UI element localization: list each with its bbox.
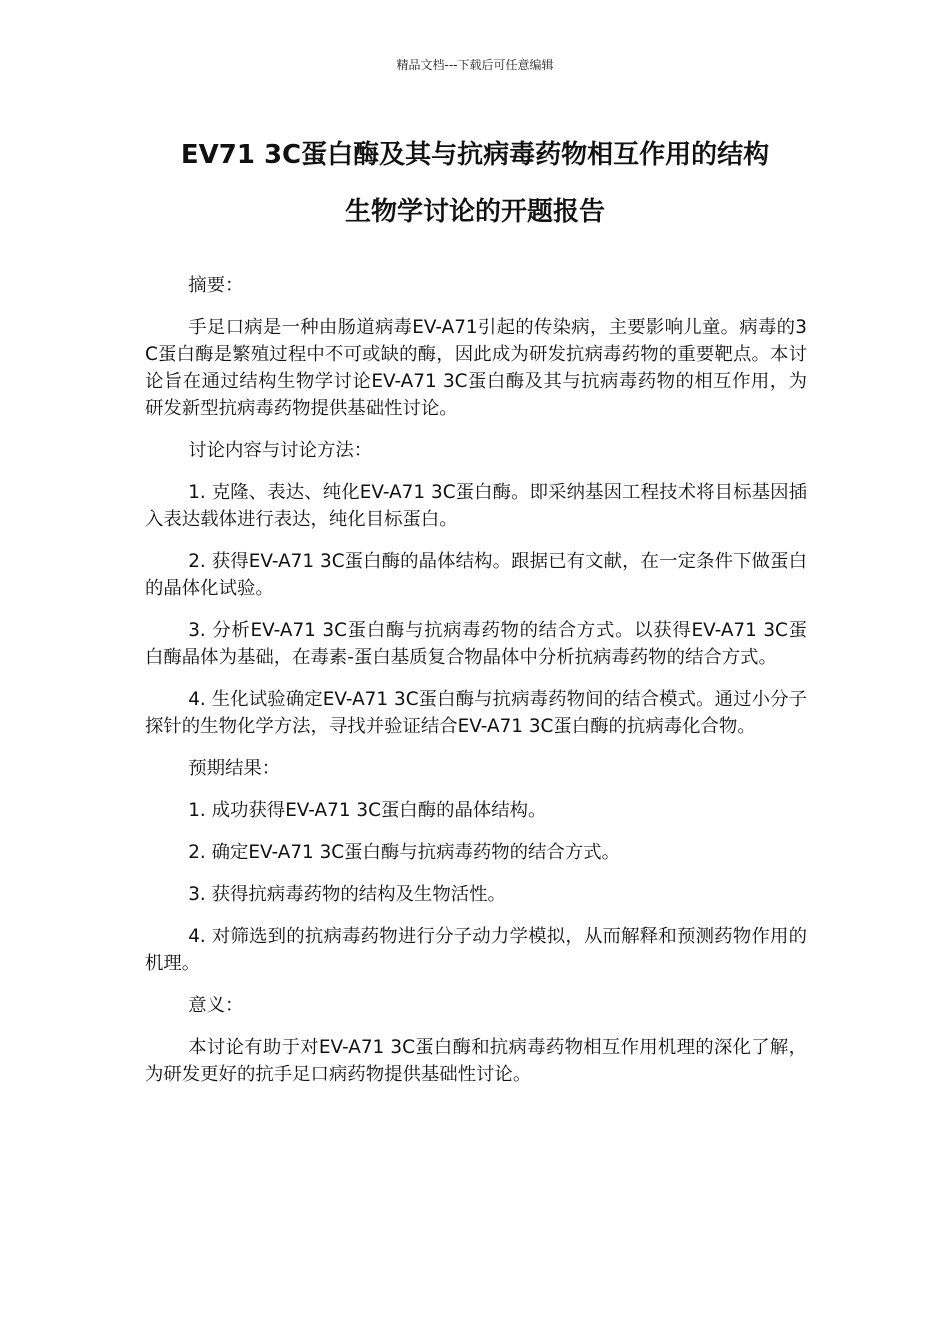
page-header-note: 精品文档---下载后可任意编辑 xyxy=(396,58,554,72)
document-title-line-2: 生物学讨论的开题报告 xyxy=(344,197,605,227)
document-body xyxy=(145,272,807,1103)
document-title-line-1: EV71 3C蛋白酶及其与抗病毒药物相互作用的结构 xyxy=(180,140,770,170)
result-item-3: 3. 获得抗病毒药物的结构及生物活性。 xyxy=(188,884,506,905)
section-heading-expected-results: 预期结果： xyxy=(188,758,281,779)
method-item-2: 2. 获得EV-A71 3C蛋白酶的晶体结构。跟据已有文献，在一定条件下做蛋白的晶体化试验。 xyxy=(145,551,807,599)
result-item-4: 4. 对筛选到的抗病毒药物进行分子动力学模拟，从而解释和预测药物作用的机理。 xyxy=(145,926,807,974)
section-heading-abstract: 摘要： xyxy=(188,275,244,296)
method-item-1: 1. 克隆、表达、纯化EV-A71 3C蛋白酶。即采纳基因工程技术将目标基因插入表达载体进行表达，纯化目标蛋白。 xyxy=(145,482,807,530)
section-heading-significance: 意义： xyxy=(188,995,244,1016)
method-item-3: 3. 分析EV-A71 3C蛋白酶与抗病毒药物的结合方式。以获得EV-A71 3C蛋白酶晶体为基础，在毒素-蛋白基质复合物晶体中分析抗病毒药物的结合方式。 xyxy=(145,620,807,668)
section-heading-methods: 讨论内容与讨论方法： xyxy=(188,440,373,461)
result-item-2: 2. 确定EV-A71 3C蛋白酶与抗病毒药物的结合方式。 xyxy=(188,842,620,863)
method-item-4: 4. 生化试验确定EV-A71 3C蛋白酶与抗病毒药物间的结合模式。通过小分子探针的生物化学方法，寻找并验证结合EV-A71 3C蛋白酶的抗病毒化合物。 xyxy=(145,689,807,737)
abstract-paragraph: 手足口病是一种由肠道病毒EV-A71引起的传染病，主要影响儿童。病毒的3C蛋白酶是繁殖过程中不可或缺的酶，因此成为研发抗病毒药物的重要靶点。本讨论旨在通过结构生物学讨论EV-A71 3C蛋白酶及其与抗病毒药物的相互作用，为研发新型抗病毒药物提供基础性讨论。 xyxy=(145,317,807,419)
result-item-1: 1. 成功获得EV-A71 3C蛋白酶的晶体结构。 xyxy=(188,800,547,821)
significance-paragraph: 本讨论有助于对EV-A71 3C蛋白酶和抗病毒药物相互作用机理的深化了解，为研发更好的抗手足口病药物提供基础性讨论。 xyxy=(145,1037,807,1085)
